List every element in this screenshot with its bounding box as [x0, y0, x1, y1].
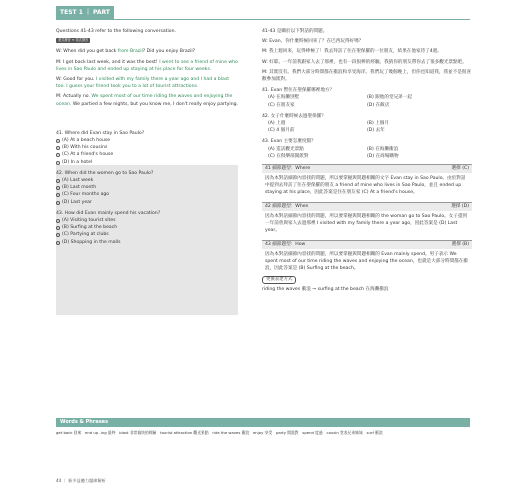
question-text: 41. Where did Evan stay in Sao Paulo? — [56, 130, 145, 136]
option-bubble-icon — [56, 226, 60, 230]
question-text-zh: 41. Evan 暫住在聖保羅哪裡地方？ — [262, 88, 335, 94]
option-text: (C) Four months ago — [62, 192, 110, 198]
option-row-zh — [262, 153, 472, 160]
answer-explanation: 因為本對話細節內容找的問題，所以要掌握與問題相關的文字 Evan stay in Sao Paulo。由於對話中提到去拜訪了住在聖保羅的朋友 a friend of mine who lives in Sao Paulo，並且 ended up staying at his place，因此答案是住在朋友家 (C) At a friend's house。 — [265, 176, 466, 196]
option-bubble-icon — [56, 233, 60, 237]
answer-choice: 選擇 (B) — [451, 242, 469, 248]
answer-explanations — [262, 164, 472, 274]
answer-option — [56, 231, 238, 238]
answer-option — [56, 191, 238, 198]
dialog-text: We partied a few nights, but you know me, I don't really enjoy partying. — [71, 101, 238, 107]
option-text: (A) At a beach house — [62, 138, 111, 144]
answer-type: 43 細節題型：How — [265, 242, 306, 248]
option-bubble-icon — [56, 193, 60, 197]
dialog-text: M: Actually no. — [56, 94, 92, 100]
test-part-tab: TEST 1 ｜ PART 3 — [56, 6, 114, 20]
answer-type: 41 細節題型：Where — [265, 166, 311, 172]
option-text: (D) Shopping in the malls — [62, 239, 121, 245]
dialog-text: W: When did you get back — [56, 49, 118, 55]
intro-text: Questions 41-43 refer to the following conversation. — [56, 29, 176, 34]
answer-explanation: 因為本對話細節內容找的問題，所以要掌握與問題相關的 the woman go to Sao Paulo。女子提到一年前曾與家人去過那裡 I visited with my family there a year ago，因此答案是 (D) Last year。 — [265, 214, 468, 234]
english-column — [56, 28, 238, 246]
option-row-zh — [262, 102, 472, 109]
dialog-line-zh: W: 好耶。一年前我跟家人去了那裡，也有一段很棒的經驗。我猜你的朋友帶你去了很多觀光景點吧。 — [262, 59, 467, 65]
dialog-highlight: I visited with my family there a year ago and I had a blast too. I guess your friend took you to a lot of tourist attractions. — [56, 77, 230, 90]
option-bubble-icon — [56, 201, 60, 205]
answer-explanation: 因為本對話細節內容找的問題，所以要掌握與問題相關的 Evan mainly spend。男子表示 We spent most of our time riding the waves and enjoying the ocean，也就是大部分時間都在衝浪，因此答案是 (B) Surfing at the beach。 — [265, 252, 468, 272]
option-row-zh — [262, 120, 472, 127]
dialog-highlight: I went to see a friend of mine who lives in Sao Paulo and ended up staying at his place for four weeks. — [56, 59, 238, 72]
option-text-zh: (B) 跟他的堂兄弟一起 — [367, 95, 412, 101]
option-text-zh: (A) 在海灘別墅 — [268, 95, 300, 101]
dialog-text: M: I got back last week, and it was the best! — [56, 59, 160, 65]
question-list — [56, 130, 238, 246]
option-text: (B) Surfing at the beach — [62, 225, 118, 231]
answer-header — [262, 164, 472, 173]
option-text: (C) At a friend's house — [62, 152, 114, 158]
question-text-zh: 43. Evan 主要怎麼度假？ — [262, 139, 316, 145]
audio-accent-tag: 美式發音 ↔ 英式發音 — [58, 38, 89, 43]
option-text: (D) Last year — [62, 199, 92, 205]
intro-text-zh: 41-43 是關於以下對話的問題。 — [262, 29, 328, 34]
question — [56, 210, 238, 246]
question-list-zh — [262, 87, 472, 160]
answer-option — [56, 199, 238, 206]
answer-choice: 選擇 (D) — [451, 204, 469, 210]
dialog-line — [56, 48, 238, 55]
answer-header — [262, 202, 472, 211]
tip-text: riding the waves 衝浪 → surfing at the beach 在海灘衝浪 — [262, 287, 389, 293]
conversation-translation — [262, 38, 472, 83]
answer-option — [56, 177, 238, 184]
answer-option — [56, 137, 238, 144]
answer-option — [56, 239, 238, 246]
option-text: (D) In a hotel — [62, 159, 93, 165]
question — [56, 130, 238, 166]
option-text-zh: (D) 在飯店 — [367, 102, 390, 108]
option-text-zh: (C) 在朋友家 — [268, 102, 295, 108]
answer-choice: 選擇 (C) — [451, 166, 469, 172]
option-bubble-icon — [56, 146, 60, 150]
dialog-text: ? Did you enjoy Brazil? — [142, 49, 196, 55]
option-row-zh — [262, 127, 472, 134]
words-phrases-header: Words & Phrases — [56, 418, 470, 427]
dialog-highlight: We spent most of our time riding the waves and enjoying the ocean. — [56, 94, 233, 107]
answer-option — [56, 184, 238, 191]
option-row-zh — [262, 94, 472, 101]
option-text-zh: (D) 去年 — [367, 128, 385, 134]
question-zh — [262, 87, 472, 109]
words-phrases-text: get back 回來 end up -ing 最終 blast 非常愉快的經驗 tourist attraction 觀光景點 ride the waves 衝浪 enjoy 享受 party 開派對 spend 度過 cousin 堂表兄弟姊妹 surf 衝浪 — [56, 430, 383, 435]
dialog-line — [56, 93, 238, 107]
option-text-zh: (D) 在商場購物 — [367, 153, 399, 159]
option-bubble-icon — [56, 179, 60, 183]
option-text-zh: (A) 上週 — [268, 121, 286, 127]
option-bubble-icon — [56, 161, 60, 165]
option-text-zh: (C) 在俱樂部開派對 — [268, 153, 309, 159]
chinese-column — [262, 28, 472, 293]
question-text: 42. When did the women go to Sao Paulo? — [56, 170, 154, 176]
dialog-text: W: Good for you. — [56, 77, 96, 83]
dialog-line-zh: M: 我上週回來，玩得棒極了！我去拜訪了住在聖保羅的一位朋友，結果在他家待了4週。 — [262, 49, 442, 55]
dialog-line — [56, 76, 238, 90]
option-bubble-icon — [56, 219, 60, 223]
option-bubble-icon — [56, 186, 60, 190]
option-bubble-icon — [56, 241, 60, 245]
option-text: (B) Last month — [62, 185, 97, 191]
option-text-zh: (B) 上個月 — [367, 121, 389, 127]
dialog-line — [56, 59, 238, 73]
answer-option — [56, 144, 238, 151]
question-zh — [262, 113, 472, 135]
option-text: (B) With his cousins — [62, 145, 108, 151]
answer-option — [56, 159, 238, 166]
question-text-zh: 42. 女子什麼時候去過聖保羅？ — [262, 113, 326, 119]
option-bubble-icon — [56, 153, 60, 157]
question-text: 43. How did Evan mainly spend his vacation? — [56, 210, 161, 216]
question — [56, 170, 238, 206]
option-text: (A) Visiting tourist sites — [62, 218, 116, 224]
question-zh — [262, 138, 472, 160]
header-divider — [114, 19, 470, 20]
option-text: (C) Partying at clubs — [62, 232, 109, 238]
dialog-highlight: from Brazil — [117, 49, 143, 55]
option-row-zh — [262, 146, 472, 153]
page-footer: 44 ｜ 新多益聽力題庫解析 — [56, 478, 106, 483]
answer-type: 42 細節題型：When — [265, 204, 309, 210]
option-text-zh: (C) 4 個月前 — [268, 128, 295, 134]
tip-label: 更換表達方式 — [262, 276, 296, 284]
option-text-zh: (A) 造訪觀光景點 — [268, 146, 304, 152]
answer-option — [56, 151, 238, 158]
dialog-line-zh: M: 其實沒有。我們大部分時間都在衝浪和享受海洋。我們玩了幾個晚上，但你也知道我，我並不是很喜歡參加派對。 — [262, 69, 472, 83]
conversation-transcript — [56, 48, 238, 107]
answer-option — [56, 217, 238, 224]
option-bubble-icon — [56, 139, 60, 143]
answer-option — [56, 224, 238, 231]
dialog-line-zh: W: Evan，你什麼時候回來了？在巴西玩得好嗎？ — [262, 39, 364, 45]
answer-header — [262, 240, 472, 249]
option-text-zh: (B) 在海灘衝浪 — [367, 146, 399, 152]
option-text: (A) Last week — [62, 178, 94, 184]
